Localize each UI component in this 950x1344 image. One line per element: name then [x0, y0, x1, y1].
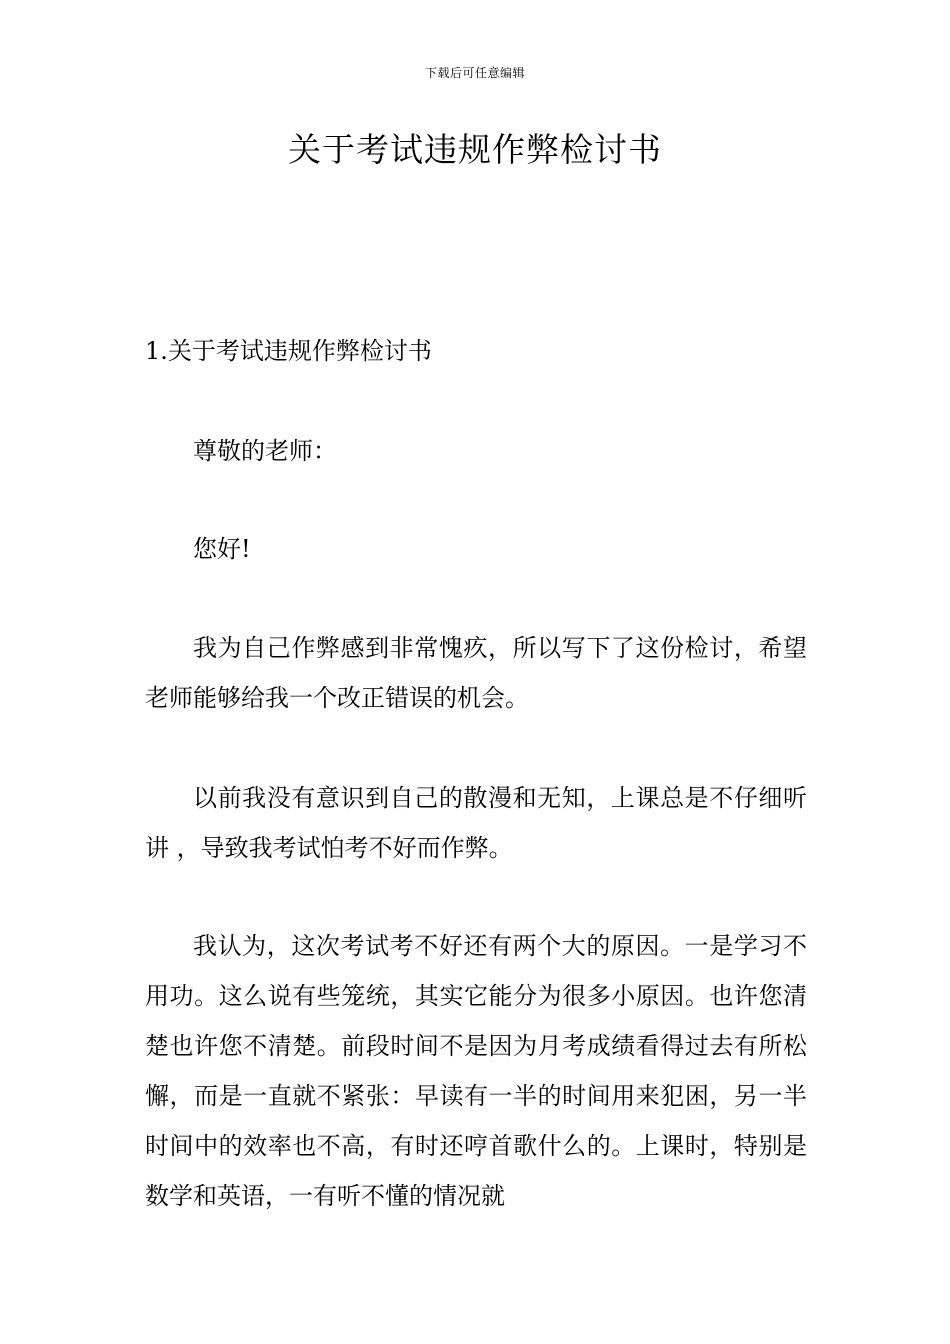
greeting: 您好! [193, 535, 251, 563]
section-heading: 1.关于考试违规作弊检讨书 [145, 337, 432, 365]
paragraph: 以前我没有意识到自己的散漫和无知，上课总是不仔细听讲 ，导致我考试怕考不好而作弊。 [145, 784, 807, 862]
header-note: 下载后可任意编辑 [424, 66, 525, 80]
paragraph: 我为自己作弊感到非常愧疚，所以写下了这份检讨，希望老师能够给我一个改正错误的机会。 [145, 634, 807, 712]
paragraph: 我认为，这次考试考不好还有两个大的原因。一是学习不用功。这么说有些笼统，其实它能分为很多小原因。也许您清楚也许您不清楚。前段时间不是因为月考成绩看得过去有所松懈，而是一直就不紧张：早读有一半的时间用来犯困，另一半时间中的效率也不高，有时还哼首歌什么的。上课时，特别是数学和英语，一有听不懂的情况就 [145, 932, 807, 1210]
salutation: 尊敬的老师： [193, 437, 337, 465]
document-title: 关于考试违规作弊检讨书 [288, 130, 662, 169]
